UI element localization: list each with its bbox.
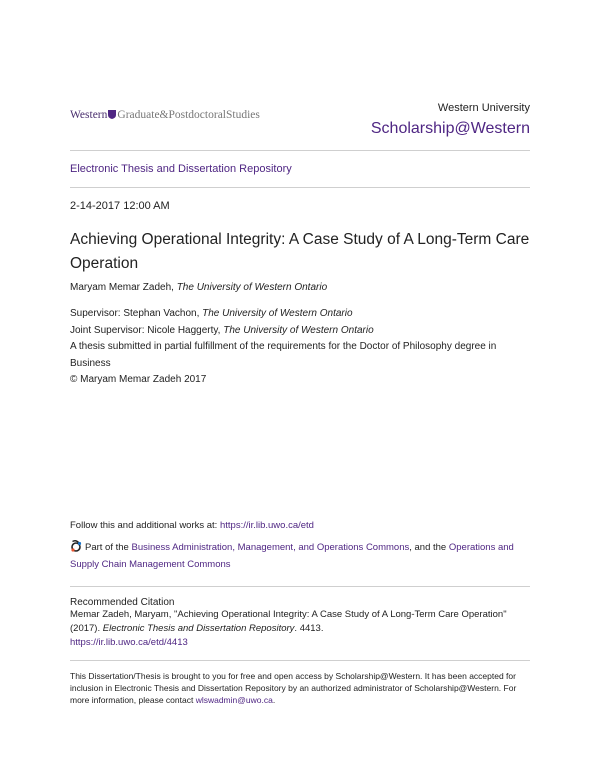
footer-notice [70, 670, 530, 706]
author-name: Maryam Memar Zadeh, [70, 282, 174, 293]
part-of-middle: , and the [409, 542, 447, 553]
supervisor-line [70, 306, 530, 323]
joint-supervisor-institution: The University of Western Ontario [223, 324, 374, 336]
commons-link-operations[interactable]: Operations and Supply Chain Management Commons [70, 542, 514, 570]
scholarship-western-logo[interactable]: Scholarship@Western [370, 120, 530, 137]
thesis-title: Achieving Operational Integrity: A Case Study of A Long-Term Care Operation [70, 231, 530, 272]
western-university-label: Western University [437, 102, 530, 114]
publication-date: 2-14-2017 12:00 AM [70, 200, 170, 212]
copyright-line: © Maryam Memar Zadeh 2017 [70, 374, 207, 385]
citation-journal: Electronic Thesis and Dissertation Repository [102, 623, 295, 634]
joint-supervisor-line [70, 323, 530, 340]
repository-link[interactable]: Electronic Thesis and Dissertation Repository [70, 163, 292, 175]
logo-western-text: Western [70, 109, 108, 121]
divider-citation [70, 586, 530, 587]
contact-email-link[interactable]: wlswadmin@uwo.ca [195, 695, 273, 705]
divider-mid [70, 187, 530, 188]
western-graduate-logo[interactable] [70, 109, 260, 121]
citation-body [70, 608, 530, 650]
footer-text: This Dissertation/Thesis is brought to you for free and open access by Scholarship@Western. It has been accepted for inclusion in Electronic Thesis and Dissertation Repository by an authorized administrator of Scholarship@Western. For more information, please contact [70, 671, 517, 705]
supervisor-name: Supervisor: Stephan Vachon, [70, 308, 200, 319]
divider-footer [70, 660, 530, 661]
western-shield-icon [108, 110, 116, 119]
divider-top [70, 150, 530, 151]
author-line [70, 282, 327, 293]
footer-end: . [272, 695, 276, 705]
joint-supervisor-name: Joint Supervisor: Nicole Haggerty, [70, 324, 221, 336]
follow-prefix: Follow this and additional works at: [70, 520, 218, 531]
citation-number: . 4413. [294, 623, 324, 634]
citation-year: (2017). [70, 623, 101, 634]
citation-line1: Memar Zadeh, Maryam, "Achieving Operational Integrity: A Case Study of A Long-Term Care Operation" [70, 609, 507, 620]
follow-line [70, 520, 314, 531]
part-of-line [70, 539, 530, 573]
follow-link[interactable]: https://ir.lib.uwo.ca/etd [219, 520, 314, 531]
citation-line2 [70, 622, 530, 636]
commons-link-business[interactable]: Business Administration, Management, and Operations Commons [131, 542, 410, 553]
thesis-metadata [70, 306, 530, 389]
author-institution: The University of Western Ontario [176, 282, 328, 293]
logo-grad-text: Graduate&PostdoctoralStudies [117, 109, 260, 121]
citation-heading: Recommended Citation [70, 597, 175, 608]
open-access-icon [70, 540, 82, 552]
citation-link[interactable]: https://ir.lib.uwo.ca/etd/4413 [70, 637, 188, 648]
degree-statement: A thesis submitted in partial fulfillment of the requirements for the Doctor of Philosophy degree in Business [70, 341, 497, 369]
supervisor-institution: The University of Western Ontario [202, 308, 353, 319]
part-of-prefix: Part of the [85, 542, 129, 553]
